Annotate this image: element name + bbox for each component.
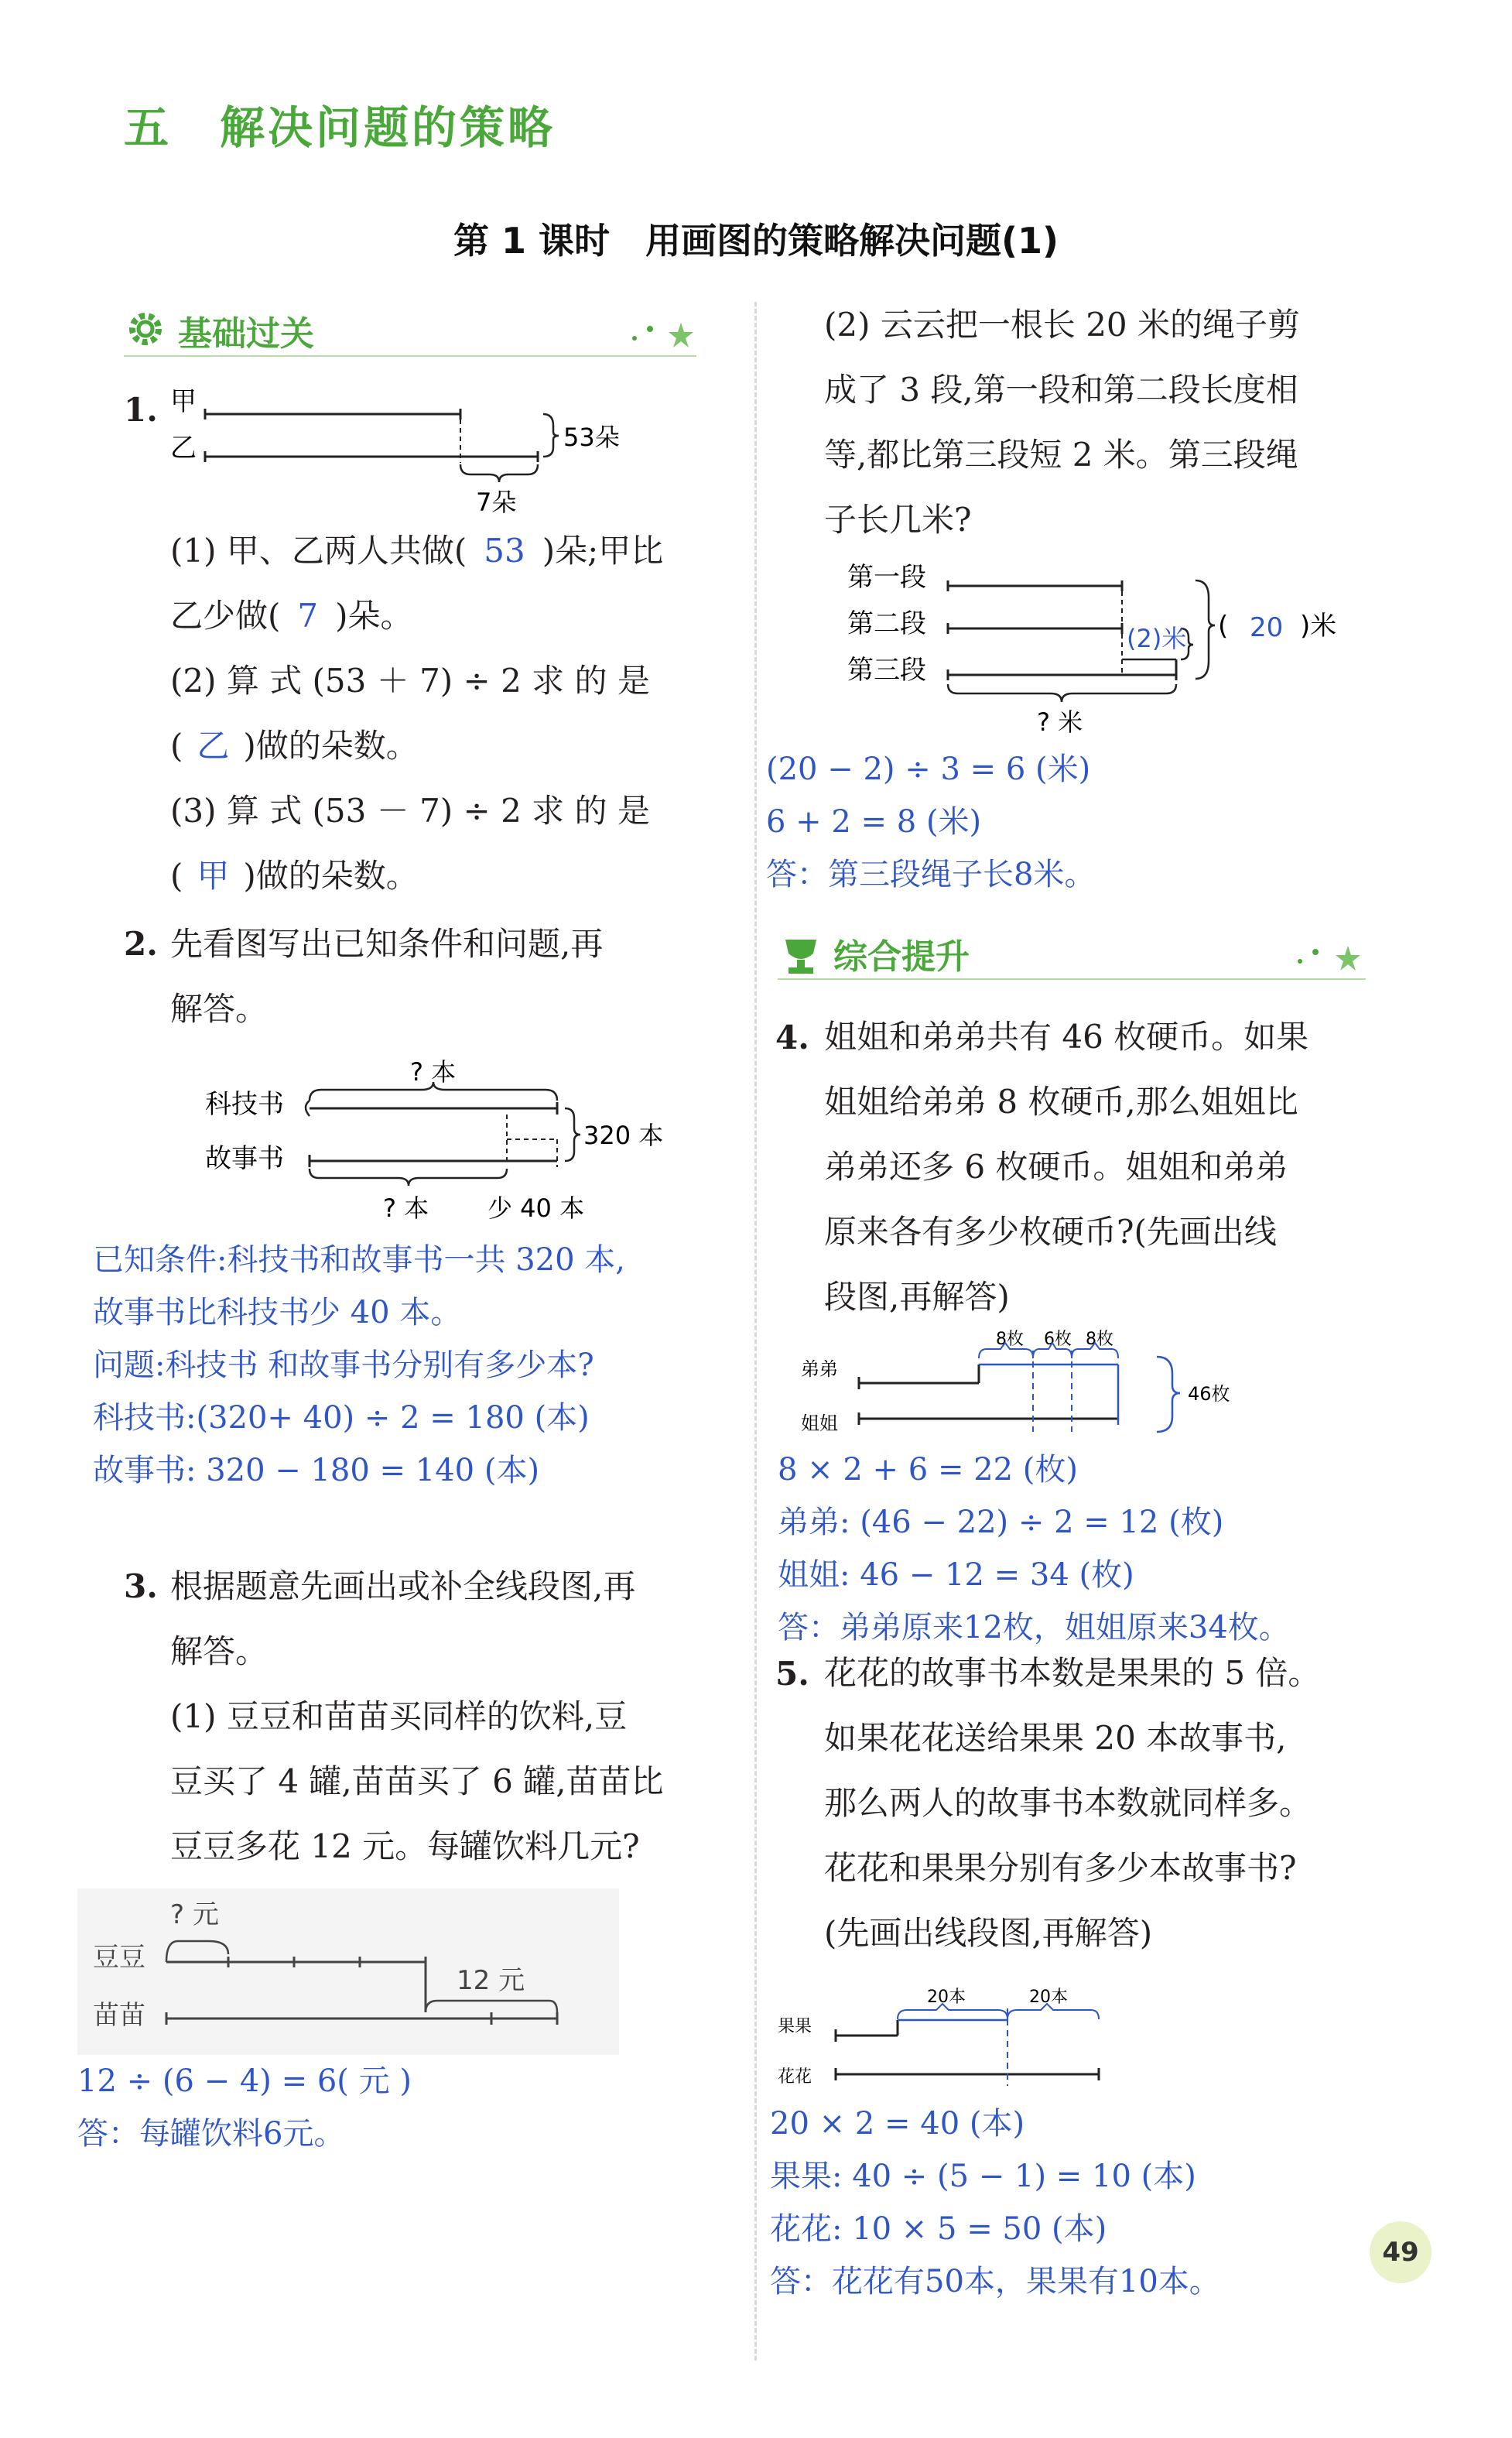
answer-line: 科技书:(320+ 40) ÷ 2 = 180 (本) bbox=[93, 1400, 590, 1436]
answer-blank: 乙 bbox=[197, 727, 230, 765]
q3-text: 根据题意先画出或补全线段图,再 解答。 (1) 豆豆和苗苗买同样的饮料,豆 豆买了 4 罐,苗苗买了 6 罐,苗苗比 豆豆多花 12 元。每罐饮料几元? bbox=[170, 1567, 664, 1865]
label-top: ? 本 bbox=[410, 1057, 457, 1087]
trophy-icon bbox=[778, 930, 824, 977]
q4-text: 姐姐和弟弟共有 46 枚硬币。如果 姐姐给弟弟 8 枚硬币,那么姐姐比 弟弟还多 6 枚硬币。姐姐和弟弟 原来各有多少枚硬币?(先画出线 段图,再解答) bbox=[824, 1018, 1309, 1316]
label-total: 320 本 bbox=[583, 1121, 664, 1150]
answer-line: 故事书: 320 − 180 = 140 (本) bbox=[93, 1453, 540, 1488]
label-bottom: ? 米 bbox=[1037, 707, 1083, 737]
label-diff: 7朵 bbox=[476, 488, 517, 517]
label-row2: 故事书 bbox=[205, 1143, 284, 1174]
label-jia: 甲 bbox=[170, 386, 197, 417]
label-8-right: 8枚 bbox=[1086, 1330, 1113, 1349]
label-outer-open: ( bbox=[1218, 611, 1229, 642]
answer-line: 答：每罐饮料6元。 bbox=[77, 2116, 345, 2152]
answer-line: 20 × 2 = 40 (本) bbox=[770, 2106, 1025, 2142]
answer-line: 弟弟: (46 − 22) ÷ 2 = 12 (枚) bbox=[778, 1505, 1224, 1540]
answer-line: 8 × 2 + 6 = 22 (枚) bbox=[778, 1452, 1079, 1488]
label-row2: 第二段 bbox=[847, 608, 926, 639]
label-row1: 第一段 bbox=[847, 562, 926, 593]
answer-line: 姐姐: 46 − 12 = 34 (枚) bbox=[778, 1557, 1134, 1593]
label-bottom1: ? 本 bbox=[383, 1193, 429, 1223]
section-title-advanced: 综合提升 bbox=[833, 937, 970, 977]
label-inner: (2)米 bbox=[1127, 624, 1187, 653]
label-row2: 花花 bbox=[778, 2067, 812, 2087]
label-total: 53朵 bbox=[563, 423, 620, 452]
q5-line-diagram bbox=[774, 1977, 1315, 2094]
page-number: 49 bbox=[1370, 2221, 1432, 2283]
label-row2: 苗苗 bbox=[93, 2000, 145, 2031]
answer-blank: 甲 bbox=[197, 857, 230, 895]
q4-answers bbox=[778, 1443, 1474, 1654]
q2-line-diagram bbox=[201, 1053, 696, 1231]
section-rule bbox=[778, 978, 1366, 980]
question-number: 1. bbox=[124, 391, 158, 429]
label-total: 46枚 bbox=[1188, 1383, 1230, 1405]
label-row1: 科技书 bbox=[205, 1089, 284, 1120]
label-outer-close: )米 bbox=[1300, 611, 1337, 642]
label-bottom2: 少 40 本 bbox=[487, 1193, 585, 1223]
answer-line: 故事书比科技书少 40 本。 bbox=[93, 1295, 462, 1330]
q3-2-answers bbox=[766, 743, 1462, 901]
q3-1-answers bbox=[77, 2055, 727, 2160]
q2-text: 先看图写出已知条件和问题,再 解答。 bbox=[170, 925, 604, 1028]
star-decoration-icon bbox=[1292, 938, 1366, 977]
label-row2: 姐姐 bbox=[801, 1412, 838, 1434]
answer-line: 12 ÷ (6 − 4) = 6( 元 ) bbox=[77, 2063, 412, 2099]
label-row3: 第三段 bbox=[847, 655, 926, 686]
label-8-left: 8枚 bbox=[996, 1330, 1024, 1349]
section-title-basic: 基础过关 bbox=[178, 314, 314, 354]
section-rule bbox=[124, 355, 696, 357]
q3-2-line-diagram bbox=[843, 551, 1385, 745]
q1-part1: (1) 甲、乙两人共做( 53 )朵;甲比 乙少做( 7 )朵。 (2) 算 式 (53 ＋ 7) ÷ 2 求 的 是 ( 乙 )做的朵数。 (3) 算 式 (53 － 7) ÷ 2 求 的 是 ( 甲 )做的朵数。 bbox=[170, 532, 664, 895]
label-6: 6枚 bbox=[1044, 1330, 1072, 1349]
star-decoration-icon bbox=[627, 315, 696, 354]
answer-line: 已知条件:科技书和故事书一共 320 本, bbox=[93, 1242, 625, 1278]
label-top: ? 元 bbox=[170, 1899, 219, 1930]
section-header-advanced bbox=[778, 929, 1366, 983]
answer-line: 答：弟弟原来12枚，姐姐原来34枚。 bbox=[778, 1610, 1290, 1645]
answer-line: 花花: 10 × 5 = 50 (本) bbox=[770, 2211, 1107, 2247]
answer-blank: 53 bbox=[484, 532, 525, 570]
answer-line: 答：花花有50本，果果有10本。 bbox=[770, 2264, 1220, 2299]
q5-answers bbox=[770, 2097, 1466, 2308]
label-outer-answer: 20 bbox=[1250, 612, 1284, 643]
label-row1: 果果 bbox=[778, 2017, 812, 2036]
section-header-basic bbox=[124, 306, 696, 360]
answer-blank: 7 bbox=[297, 597, 319, 635]
q3-1-line-diagram bbox=[77, 1888, 619, 2055]
q2-answers bbox=[93, 1234, 743, 1497]
answer-line: 答：第三段绳子长8米。 bbox=[766, 857, 1096, 892]
answer-line: 果果: 40 ÷ (5 − 1) = 10 (本) bbox=[770, 2159, 1196, 2194]
label-right: 12 元 bbox=[457, 1965, 525, 1996]
question-number: 3. bbox=[124, 1567, 158, 1605]
lesson-title: 第 1 课时 用画图的策略解决问题(1) bbox=[453, 220, 1059, 262]
chapter-title: 五 解决问题的策略 bbox=[124, 101, 556, 154]
q5-text: 花花的故事书本数是果果的 5 倍。 如果花花送给果果 20 本故事书, 那么两人的故事书本数就同样多。 花花和果果分别有多少本故事书? (先画出线段图,再解答) bbox=[824, 1654, 1321, 1952]
question-number: 4. bbox=[775, 1019, 809, 1056]
q4-line-diagram bbox=[793, 1320, 1335, 1443]
q3-part2-text: (2) 云云把一根长 20 米的绳子剪 成了 3 段,第一段和第二段长度相 等,都比第三段短 2 米。第三段绳 子长几米? bbox=[824, 306, 1300, 539]
column-divider bbox=[754, 302, 757, 2361]
answer-line: (20 − 2) ÷ 3 = 6 (米) bbox=[766, 752, 1091, 787]
answer-line: 6 + 2 = 8 (米) bbox=[766, 804, 982, 840]
label-row1: 豆豆 bbox=[93, 1942, 145, 1973]
label-20-left: 20本 bbox=[927, 1988, 966, 2007]
label-row1: 弟弟 bbox=[801, 1358, 838, 1380]
question-number: 5. bbox=[775, 1655, 809, 1693]
label-yi: 乙 bbox=[170, 433, 197, 464]
answer-line: 问题:科技书 和故事书分别有多少本? bbox=[93, 1347, 594, 1383]
q1-line-diagram bbox=[162, 379, 642, 519]
gear-icon bbox=[124, 307, 167, 351]
question-number: 2. bbox=[124, 925, 158, 963]
label-20-right: 20本 bbox=[1029, 1988, 1068, 2007]
